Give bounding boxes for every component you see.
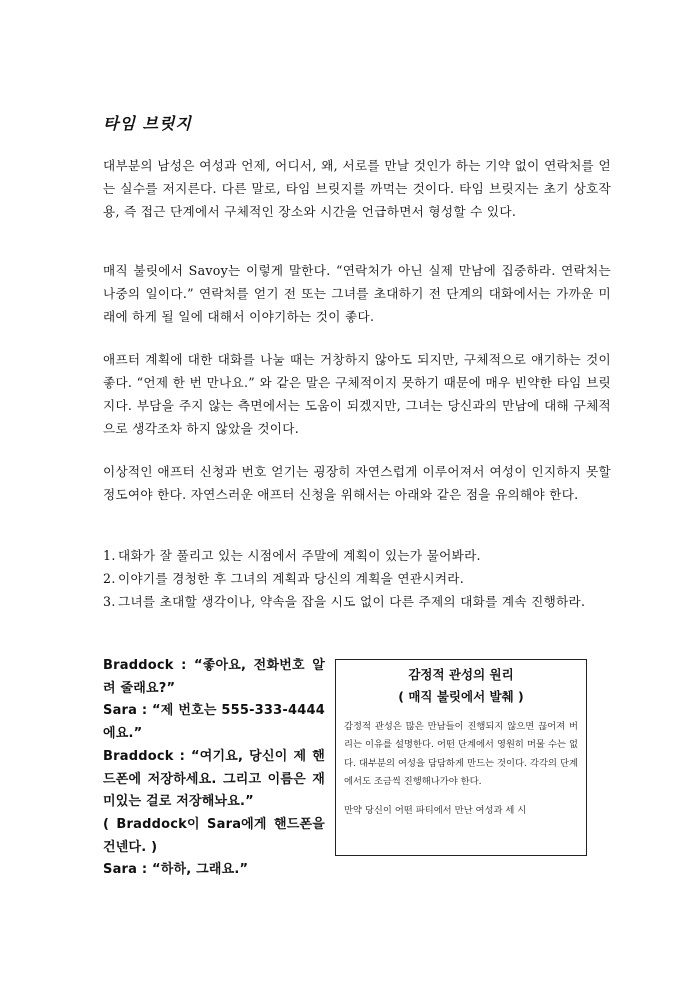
list-item-text: 이야기를 경청한 후 그녀의 계획과 당신의 계획을 연관시켜라.	[118, 571, 465, 586]
list-item	[103, 544, 611, 567]
body-paragraph-4: 이상적인 애프터 신청과 번호 얻기는 굉장히 자연스럽게 이루어져서 여성이 인지하지 못할 정도여야 한다. 자연스러운 애프터 신청을 위해서는 아래와 같은 점을 유의해야 한다.	[103, 464, 611, 502]
sidebar-box	[335, 659, 587, 856]
sidebar-paragraph-2: 만약 당신이 어떤 파티에서 만난 여성과 세 시	[344, 804, 527, 816]
sidebar-title	[336, 664, 586, 708]
example-dialogue	[103, 655, 325, 882]
body-paragraph-2: 매직 불릿에서 Savoy는 이렇게 말한다. “연락처가 아닌 실제 만남에 집중하라. 연락처는 나중의 일이다.” 연락처를 얻기 전 또는 그녀를 초대하기 전 단계의 대화에서는 가까운 미래에 하게 될 일에 대해서 이야기하는 것이 좋다.	[103, 263, 611, 324]
section-title: 타임 브릿지	[103, 114, 192, 133]
list-item	[103, 590, 611, 613]
dialogue-line: Sara : “하하, 그래요.”	[103, 862, 249, 878]
body-paragraph-1: 대부분의 남성은 여성과 언제, 어디서, 왜, 서로를 만날 것인가 하는 기약 없이 연락처를 얻는 실수를 저지른다. 다른 말로, 타임 브릿지를 까먹는 것이다. 타임 브릿지는 초기 상호작용, 즉 접근 단계에서 구체적인 장소와 시간을 언급하면서 형성할 수 있다.	[103, 158, 611, 219]
sidebar-subtitle: ( 매직 불릿에서 발췌 )	[398, 689, 524, 704]
dialogue-line: Braddock : “여기요, 당신이 제 핸드폰에 저장하세요. 그리고 이름은 재미있는 걸로 저장해놔요.”	[103, 748, 325, 810]
list-item-text: 그녀를 초대할 생각이나, 약속을 잡을 시도 없이 다른 주제의 대화를 계속 진행하라.	[118, 594, 586, 609]
list-item	[103, 567, 611, 590]
list-item-number: 3.	[103, 594, 116, 609]
dialogue-line: ( Braddock이 Sara에게 핸드폰을 건넨다. )	[103, 816, 325, 855]
body-paragraph-3: 애프터 계획에 대한 대화를 나눌 때는 거창하지 않아도 되지만, 구체적으로 얘기하는 것이 좋다. “언제 한 번 만나요.” 와 같은 말은 구체적이지 못하기 때문에 매우 빈약한 타임 브릿지다. 부담을 주지 않는 측면에서는 도움이 되겠지만, 그녀는 당신과의 만남에 대해 구체적으로 생각조차 하지 않았을 것이다.	[103, 352, 611, 436]
sidebar-body	[344, 718, 578, 820]
list-item-number: 2.	[103, 571, 116, 586]
sidebar-title-line: 감정적 관성의 원리	[408, 667, 514, 682]
list-item-number: 1.	[103, 548, 116, 563]
tips-list	[103, 544, 611, 613]
dialogue-line: Sara : “제 번호는 555-333-4444에요.”	[103, 703, 325, 742]
dialogue-line: Braddock : “좋아요, 전화번호 알려 줄래요?”	[103, 658, 325, 696]
sidebar-paragraph-1: 감정적 관성은 많은 만남들이 진행되지 않으면 끊어져 버리는 이유를 설명한다. 어떤 단계에서 영원히 머물 수는 없다. 대부분의 여성을 담담하게 만드는 것이다. 각각의 단계에서도 조금씩 진행해나가야 한다.	[344, 721, 578, 788]
list-item-text: 대화가 잘 풀리고 있는 시점에서 주말에 계획이 있는가 물어봐라.	[118, 548, 481, 563]
